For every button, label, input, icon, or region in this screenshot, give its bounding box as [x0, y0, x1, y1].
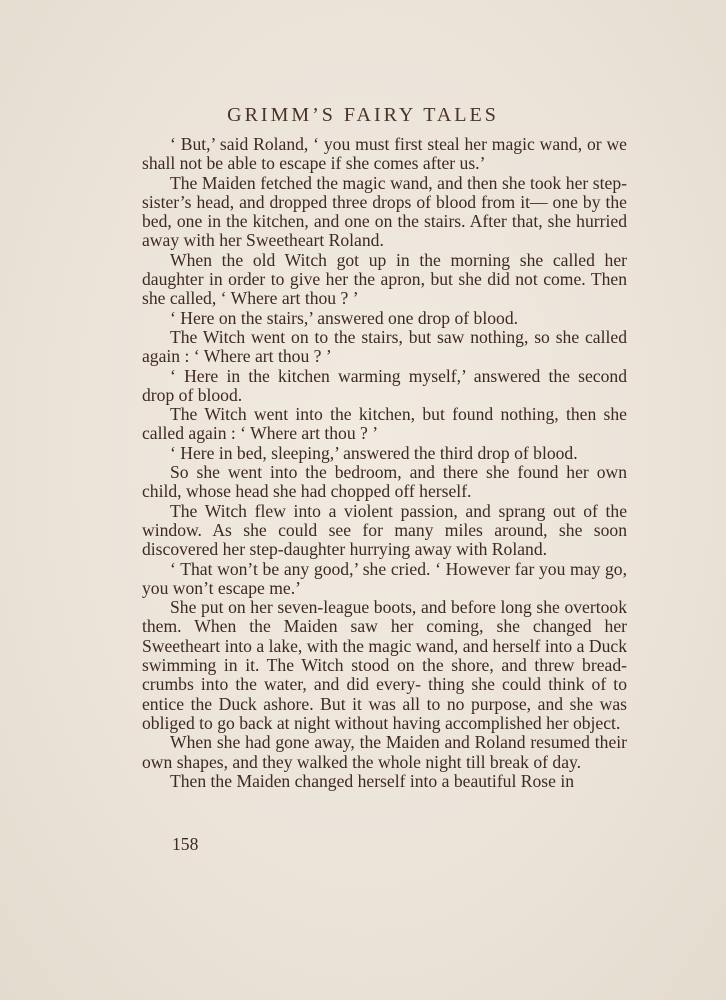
paragraph: ‘ Here on the stairs,’ answered one drop of blood.	[170, 307, 519, 328]
page-number: 158	[172, 834, 199, 854]
paragraph: So she went into the bedroom, and there she found her own child, whose head she had chopped off herself.	[142, 462, 627, 502]
paragraph: She put on her seven-league boots, and before long she overtook them. When the Maiden saw her coming, she changed her Sweetheart into a lake, with the magic wand, and herself into a Duck swimming in it. The Witch stood on the shore, and threw bread-crumbs into the water, and did every- thing she could think of to entice the Duck ashore. But it was all to no purpose, and she was obliged to go back at night without having accomplished her object.	[142, 597, 627, 733]
running-header: GRIMM’S FAIRY TALES	[227, 104, 499, 126]
paragraph: When the old Witch got up in the morning she called her daughter in order to give her the apron, but she did not come. Then she called, ‘ Where art thou ? ’	[142, 249, 627, 309]
paragraph: The Witch flew into a violent passion, and sprang out of the window. As she could see for many miles around, she soon discovered her step-daughter hurrying away with Roland.	[142, 500, 627, 560]
paragraph: ‘ That won’t be any good,’ she cried. ‘ However far you may go, you won’t escape me.’	[142, 558, 627, 598]
paragraph: The Witch went into the kitchen, but found nothing, then she called again : ‘ Where art thou ? ’	[142, 404, 627, 444]
paragraph: ‘ Here in the kitchen warming myself,’ answered the second drop of blood.	[142, 365, 627, 405]
body-text	[142, 135, 627, 791]
paragraph: The Maiden fetched the magic wand, and then she took her step-sister’s head, and dropped three drops of blood from it— one by the bed, one in the kitchen, and one on the stairs. After that, she hurried away with her Sweetheart Roland.	[142, 172, 627, 251]
paragraph: Then the Maiden changed herself into a beautiful Rose in	[170, 770, 575, 791]
paragraph: ‘ But,’ said Roland, ‘ you must first steal her magic wand, or we shall not be able to escape if she comes after us.’	[142, 134, 627, 174]
paragraph: The Witch went on to the stairs, but saw nothing, so she called again : ‘ Where art thou ? ’	[142, 326, 627, 367]
paragraph: When she had gone away, the Maiden and Roland resumed their own shapes, and they walked the whole night till break of day.	[142, 732, 627, 772]
paragraph: ‘ Here in bed, sleeping,’ answered the third drop of blood.	[170, 442, 578, 463]
